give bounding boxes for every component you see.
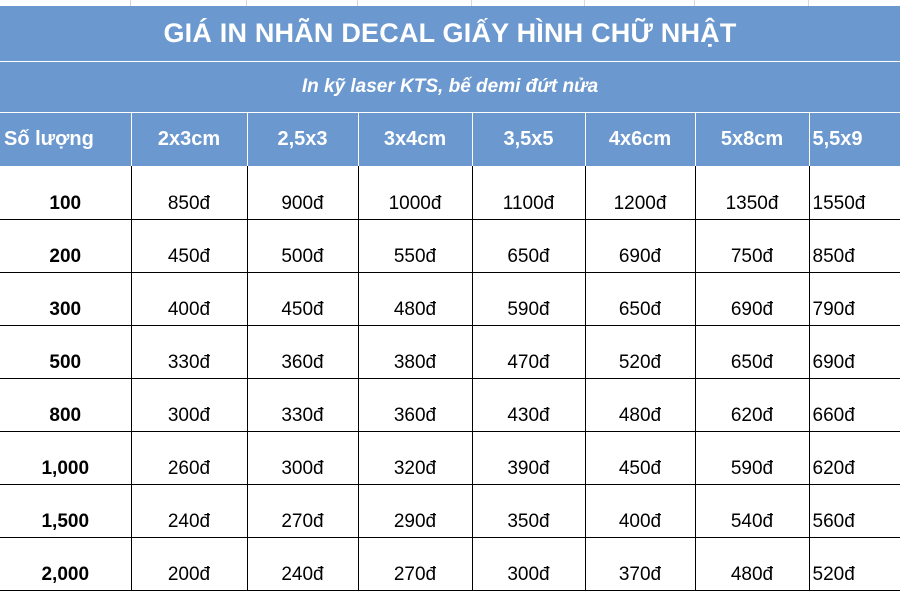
price-cell: 1000đ [358, 166, 472, 220]
price-cell: 350đ [472, 485, 585, 538]
price-cell: 1200đ [585, 166, 695, 220]
price-cell: 320đ [358, 432, 472, 485]
quantity-cell: 800 [0, 379, 131, 432]
price-cell: 300đ [131, 379, 247, 432]
column-header-size: 5,5x9 [809, 113, 900, 166]
price-cell: 650đ [695, 326, 809, 379]
price-cell: 690đ [695, 273, 809, 326]
table-row [0, 379, 900, 432]
price-cell: 370đ [585, 538, 695, 591]
quantity-cell: 300 [0, 273, 131, 326]
quantity-cell: 100 [0, 166, 131, 220]
price-cell: 390đ [472, 432, 585, 485]
column-header-quantity: Số lượng [0, 113, 131, 166]
quantity-cell: 1,500 [0, 485, 131, 538]
price-cell: 750đ [695, 220, 809, 273]
price-cell: 480đ [695, 538, 809, 591]
price-cell: 690đ [585, 220, 695, 273]
price-cell: 620đ [809, 432, 900, 485]
table-row [0, 485, 900, 538]
price-cell: 520đ [585, 326, 695, 379]
price-cell: 1350đ [695, 166, 809, 220]
price-cell: 300đ [247, 432, 358, 485]
price-cell: 900đ [247, 166, 358, 220]
price-cell: 540đ [695, 485, 809, 538]
price-cell: 850đ [131, 166, 247, 220]
price-cell: 480đ [585, 379, 695, 432]
price-cell: 450đ [247, 273, 358, 326]
price-cell: 330đ [247, 379, 358, 432]
table-row [0, 273, 900, 326]
price-cell: 470đ [472, 326, 585, 379]
price-cell: 790đ [809, 273, 900, 326]
table-row [0, 220, 900, 273]
price-table [0, 113, 900, 591]
price-cell: 450đ [131, 220, 247, 273]
price-cell: 330đ [131, 326, 247, 379]
column-header-size: 3,5x5 [472, 113, 585, 166]
price-cell: 360đ [358, 379, 472, 432]
price-cell: 650đ [472, 220, 585, 273]
price-cell: 450đ [585, 432, 695, 485]
price-cell: 270đ [247, 485, 358, 538]
table-subtitle: In kỹ laser KTS, bế demi đứt nửa [0, 62, 900, 112]
price-cell: 360đ [247, 326, 358, 379]
table-row [0, 538, 900, 591]
column-header-size: 3x4cm [358, 113, 472, 166]
table-row [0, 326, 900, 379]
header-row [0, 113, 900, 166]
price-cell: 200đ [131, 538, 247, 591]
price-cell: 590đ [695, 432, 809, 485]
price-cell: 620đ [695, 379, 809, 432]
price-cell: 480đ [358, 273, 472, 326]
price-cell: 380đ [358, 326, 472, 379]
column-header-size: 5x8cm [695, 113, 809, 166]
price-cell: 240đ [131, 485, 247, 538]
table-row [0, 432, 900, 485]
price-cell: 560đ [809, 485, 900, 538]
price-cell: 650đ [585, 273, 695, 326]
price-cell: 850đ [809, 220, 900, 273]
column-header-size: 2,5x3 [247, 113, 358, 166]
price-cell: 1100đ [472, 166, 585, 220]
price-cell: 430đ [472, 379, 585, 432]
price-cell: 400đ [585, 485, 695, 538]
price-cell: 400đ [131, 273, 247, 326]
price-cell: 500đ [247, 220, 358, 273]
price-cell: 590đ [472, 273, 585, 326]
quantity-cell: 1,000 [0, 432, 131, 485]
price-cell: 270đ [358, 538, 472, 591]
price-cell: 690đ [809, 326, 900, 379]
price-cell: 290đ [358, 485, 472, 538]
column-header-size: 4x6cm [585, 113, 695, 166]
price-cell: 300đ [472, 538, 585, 591]
price-cell: 1550đ [809, 166, 900, 220]
price-cell: 260đ [131, 432, 247, 485]
table-row [0, 166, 900, 220]
quantity-cell: 2,000 [0, 538, 131, 591]
table-title: GIÁ IN NHÃN DECAL GIẤY HÌNH CHỮ NHẬT [0, 6, 900, 62]
price-cell: 550đ [358, 220, 472, 273]
quantity-cell: 500 [0, 326, 131, 379]
column-header-size: 2x3cm [131, 113, 247, 166]
price-cell: 520đ [809, 538, 900, 591]
price-cell: 660đ [809, 379, 900, 432]
quantity-cell: 200 [0, 220, 131, 273]
price-cell: 240đ [247, 538, 358, 591]
